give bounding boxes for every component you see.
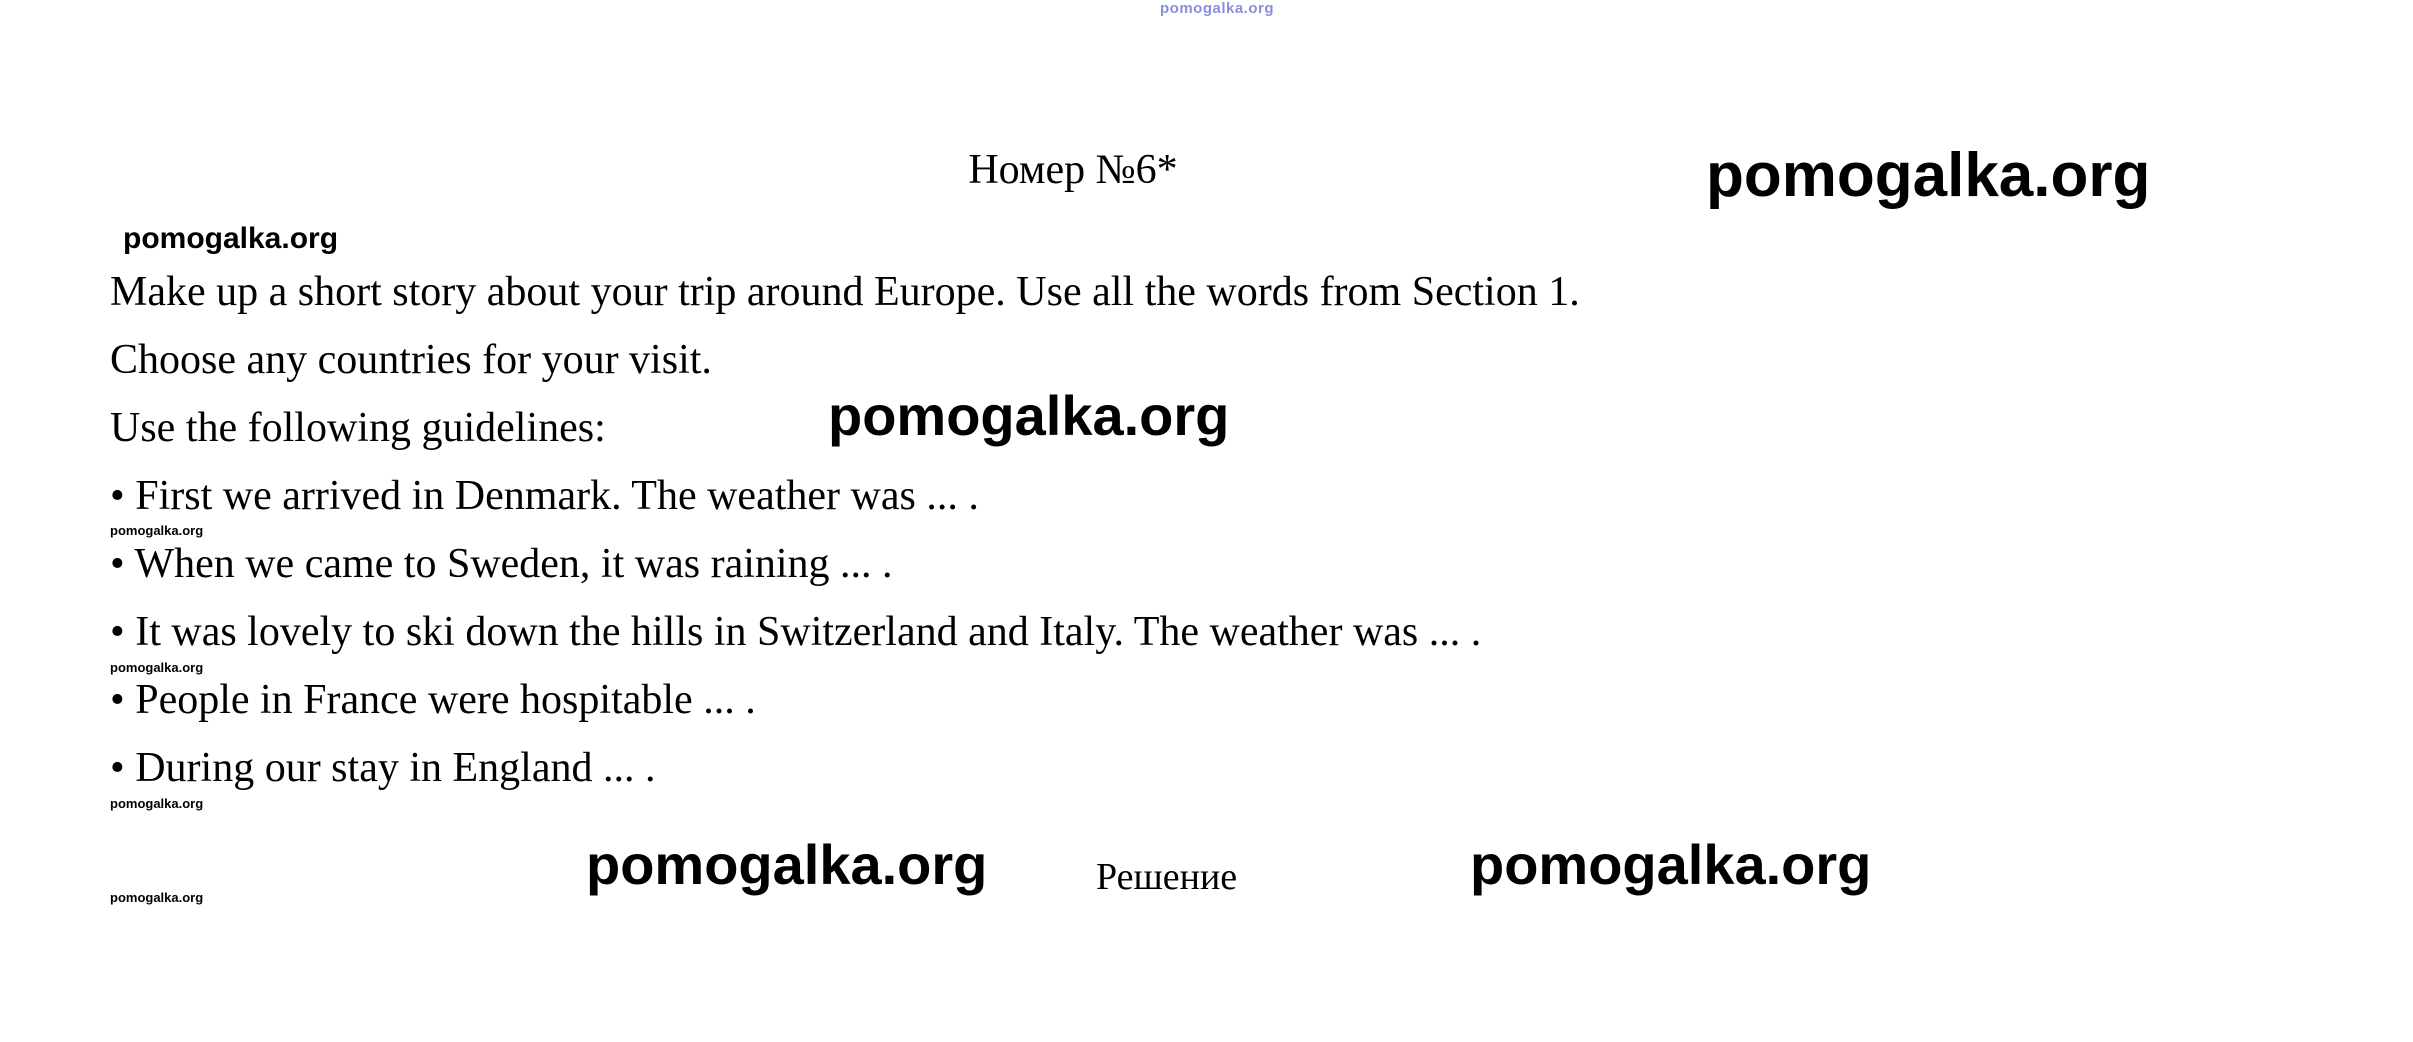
watermark-mid-left: pomogalka.org: [123, 222, 339, 255]
page-title: Номер №6*: [968, 147, 1178, 193]
watermark-bottom-left: pomogalka.org: [586, 833, 988, 896]
watermark-tiny-3: pomogalka.org: [110, 796, 204, 811]
intro-line-3: Use the following guidelines:: [110, 405, 606, 451]
watermark-tiny-1: pomogalka.org: [110, 523, 204, 538]
intro-line-1: Make up a short story about your trip around Europe. Use all the words from Section 1.: [110, 269, 1580, 315]
bullet-item-5: • During our stay in England ... .: [110, 745, 656, 791]
watermark-top-right: pomogalka.org: [1706, 141, 2151, 210]
intro-line-2: Choose any countries for your visit.: [110, 337, 712, 383]
watermark-bottom-right: pomogalka.org: [1470, 833, 1872, 896]
watermark-top: pomogalka.org: [1160, 0, 1275, 17]
bullet-item-1: • First we arrived in Denmark. The weather was ... .: [110, 473, 979, 519]
bullet-item-4: • People in France were hospitable ... .: [110, 677, 756, 723]
bullet-item-3: • It was lovely to ski down the hills in Switzerland and Italy. The weather was ... .: [110, 609, 1482, 655]
bullet-item-2: • When we came to Sweden, it was raining ... .: [110, 541, 893, 587]
solution-label: Решение: [1096, 856, 1238, 898]
watermark-tiny-2: pomogalka.org: [110, 660, 204, 675]
watermark-tiny-4: pomogalka.org: [110, 890, 204, 905]
watermark-inline: pomogalka.org: [828, 384, 1230, 447]
